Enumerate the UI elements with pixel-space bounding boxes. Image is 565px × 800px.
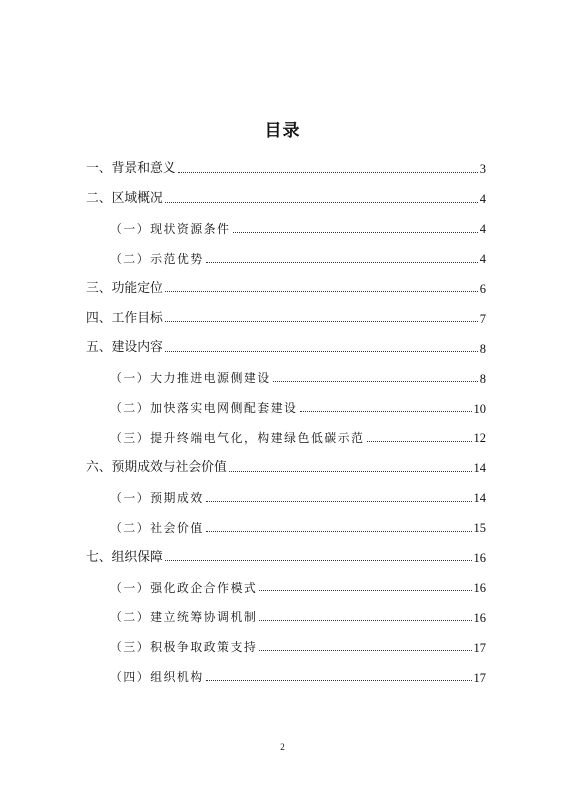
toc-entry-page: 4 [479,222,486,237]
toc-entry-page: 16 [473,550,486,565]
toc-entry-page: 4 [479,192,486,207]
toc-entry-text: （二）示范优势 [110,251,204,266]
toc-entry-page: 16 [473,610,486,625]
toc-dot-leader [206,531,472,532]
toc-entry-text: 七、组织保障 [86,549,163,565]
toc-entry-text: 六、预期成效与社会价值 [86,460,227,475]
toc-entry-text: （二）社会价值 [110,520,204,535]
toc-entry-page: 6 [479,281,486,296]
toc-entry-page: 14 [473,491,486,506]
toc-dot-leader [178,172,478,173]
toc-entry-text: （二）加快落实电网侧配套建设 [110,401,298,416]
toc-entry-text: 一、背景和意义 [86,161,176,177]
toc-title: 目录 [264,121,301,141]
toc-entry-text: （二）建立统筹协调机制 [110,610,258,625]
toc-subentry[interactable] [86,206,486,236]
toc-dot-leader [206,262,478,263]
toc-subentry[interactable] [86,475,486,505]
toc-entry-page: 4 [479,252,486,267]
toc-entry-page: 17 [473,640,486,655]
toc-entry-text: （一）现状资源条件 [110,221,231,236]
toc-entry-text: （四）组织机构 [110,670,204,685]
toc-subentry[interactable] [86,594,486,624]
toc-entry-text: （一）预期成效 [110,490,204,505]
toc-entry-page: 17 [473,670,486,685]
toc-entry-page: 14 [473,461,486,476]
toc-entry-text: （一）大力推进电源侧建设 [110,371,271,386]
toc-dot-leader [259,620,471,621]
toc-dot-leader [165,291,478,292]
toc-entry-text: 五、建设内容 [86,340,163,356]
toc-entry[interactable] [86,146,486,176]
toc-dot-leader [300,411,472,412]
toc-dot-leader [206,680,472,681]
toc-dot-leader [165,560,472,561]
toc-entry-text: 四、工作目标 [86,310,163,326]
toc-entry[interactable] [86,176,486,206]
toc-entry-page: 7 [479,311,486,326]
toc-subentry[interactable] [86,564,486,594]
toc-entry[interactable] [86,266,486,296]
toc-entry[interactable] [86,535,486,565]
toc-entry-page: 10 [473,401,486,416]
toc-dot-leader [165,321,478,322]
toc-subentry[interactable] [86,654,486,684]
toc-entry-page: 8 [479,371,486,386]
page-number: 2 [280,742,285,752]
toc-subentry[interactable] [86,385,486,415]
toc-dot-leader [206,501,472,502]
toc-dot-leader [233,232,478,233]
toc-entry[interactable] [86,325,486,355]
toc-dot-leader [229,471,472,472]
toc-dot-leader [273,381,478,382]
toc-entry-page: 12 [473,431,486,446]
toc-entry-text: （三）积极争取政策支持 [110,640,258,655]
toc-entry-text: 二、区域概况 [86,190,163,206]
toc-entry-text: 三、功能定位 [86,280,163,296]
toc-subentry[interactable] [86,355,486,385]
toc-entry-text: （一）强化政企合作模式 [110,580,258,595]
toc-subentry[interactable] [86,236,486,266]
toc-entry-page: 3 [479,162,486,177]
toc-dot-leader [259,650,471,651]
toc-dot-leader [165,351,478,352]
toc-subentry[interactable] [86,505,486,535]
toc-entry-text: （三）提升终端电气化，构建绿色低碳示范 [110,431,365,446]
table-of-contents [86,146,486,684]
toc-subentry[interactable] [86,624,486,654]
toc-dot-leader [259,590,471,591]
toc-entry-page: 16 [473,580,486,595]
toc-entry-page: 15 [473,521,486,536]
toc-entry[interactable] [86,445,486,475]
toc-dot-leader [165,202,478,203]
toc-dot-leader [367,441,472,442]
toc-subentry[interactable] [86,415,486,445]
toc-entry[interactable] [86,295,486,325]
toc-entry-page: 8 [479,341,486,356]
